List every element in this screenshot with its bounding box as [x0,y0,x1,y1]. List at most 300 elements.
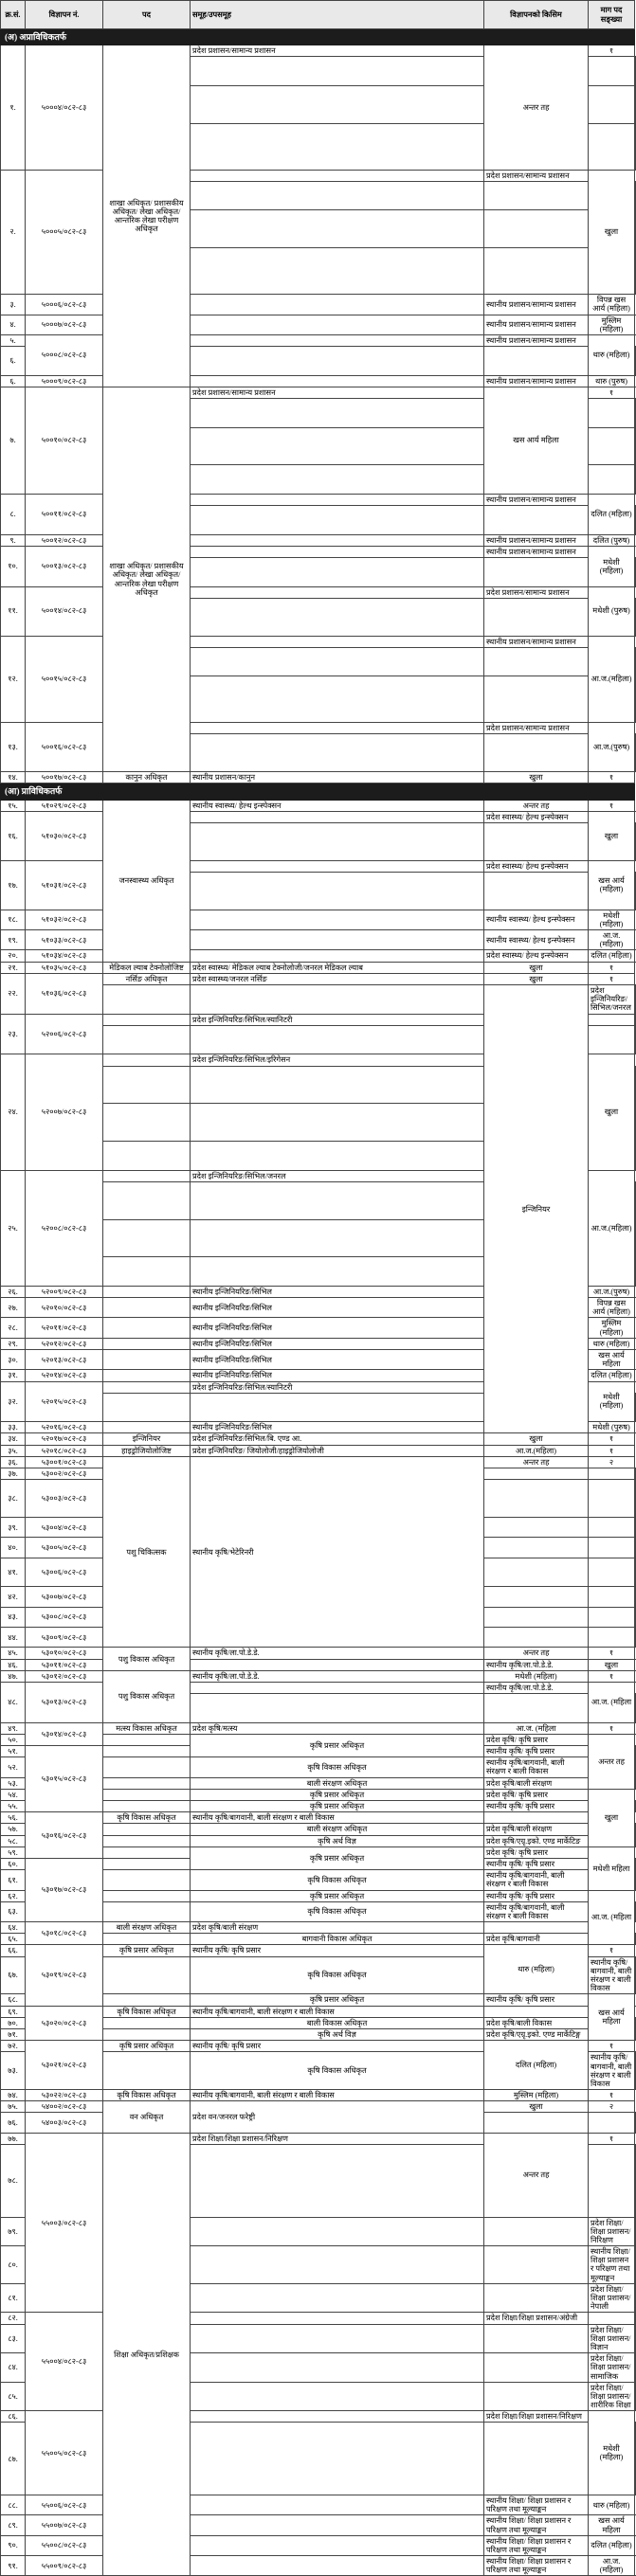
cell-advertisement-no: ५३००६/०८२-८३ [26,1558,103,1587]
cell-advertisement-no: ५३००५/०८२-८३ [26,1538,103,1558]
cell-advertisement-no [103,2028,191,2040]
cell-advertisement-no: ५००१७/०८२-८३ [26,772,103,784]
cell-advertisement-type: मुस्लिम (महिला) [484,2090,589,2101]
cell-group-subgroup: प्रदेश शिक्षा/शिक्षा प्रशासन/निरिक्षण [484,2411,589,2423]
cell-post: पशु चिकित्सक [103,1456,191,1648]
cell-advertisement-no: ५३००३/०८२-८३ [26,1480,103,1518]
cell-serial-number: २९. [1,1338,26,1349]
cell-serial-number: ९०. [1,2535,26,2555]
cell-advertisement-no [191,1104,484,1142]
cell-advertisement-no [589,123,635,170]
cell-serial-number: ८५. [1,2382,26,2411]
cell-post [191,2411,484,2423]
cell-serial-number: २८. [1,1318,26,1338]
cell-group-subgroup: स्थानीय प्रशासन/सामान्य प्रशासन [484,494,589,505]
cell-group-subgroup: स्थानीय प्रशासन/सामान्य प्रशासन [484,534,589,546]
cell-demanded-count: १ [589,800,635,811]
cell-post: इन्जिनियर [103,1433,191,1445]
table-row [1,315,636,334]
cell-advertisement-no: ५३०२२/०८२-८३ [26,2090,103,2101]
cell-advertisement-no [103,1846,191,1858]
cell-serial-number: ५०. [1,1734,26,1745]
table-row [1,170,636,181]
cell-advertisement-type: मधेशी (पुरुष) [589,1422,635,1433]
cell-group-subgroup: स्थानीय प्रशासन/सामान्य प्रशासन [484,636,589,647]
cell-advertisement-type: दलित (पुरुष) [589,534,635,546]
cell-advertisement-no: ५३०१७/०८२-८३ [26,1858,103,1921]
table-row [1,2411,636,2423]
cell-group-subgroup: प्रदेश शिक्षा/शिक्षा प्रशासन/विज्ञान [589,2324,635,2353]
cell-serial-number: ७९. [1,2217,26,2246]
table-row [1,723,636,734]
table-body [1,29,636,2576]
cell-serial-number: ६९. [1,2006,26,2017]
table-row [1,1456,636,1468]
cell-serial-number: २. [1,170,26,294]
cell-advertisement-no [191,2382,484,2411]
cell-serial-number [103,1025,191,1054]
cell-group-subgroup: प्रदेश प्रशासन/सामान्य प्रशासन [191,387,484,398]
cell-serial-number [191,399,484,428]
cell-group-subgroup: स्थानीय प्रशासन/कानुन [191,772,484,784]
cell-serial-number: १०. [1,546,26,586]
cell-serial-number: ४८. [1,1682,26,1722]
cell-group-subgroup: स्थानीय कृषि/ कृषि प्रसार [484,1801,589,1812]
cell-post [191,170,484,181]
cell-advertisement-no [103,2017,191,2028]
cell-group-subgroup: प्रदेश कृषि/एग्रृ.इको. एण्ड मार्केटिङ [484,1835,589,1846]
table-row [1,2313,636,2324]
table-header [1,1,636,29]
cell-post: पशु विकास अधिकृत [103,1670,191,1722]
cell-advertisement-type: विपन्न खस आर्य (महिला) [589,295,635,315]
cell-post: नर्सिङ अधिकृत [103,973,191,984]
cell-serial-number [191,465,484,495]
table-row [1,2535,636,2555]
cell-post [191,1682,484,1693]
cell-advertisement-type: खुला [484,2101,589,2113]
cell-advertisement-no: ५२०१२/०८२-८३ [26,1338,103,1349]
table-row [1,2101,636,2113]
cell-post [484,1480,589,1518]
cell-group-subgroup: स्थानीय कृषि/ला.पो.डे.डे. [484,1682,589,1693]
cell-advertisement-no [191,1257,484,1287]
cell-post: जनस्वास्थ्य अधिकृत [103,800,191,962]
table-row [1,375,636,387]
cell-advertisement-no: ५२०१६/०८२-८३ [26,1422,103,1433]
cell-advertisement-type: मधेशी (महिला) [589,546,635,586]
cell-demanded-count: १ [589,1722,635,1734]
table-row [1,1659,636,1670]
cell-group-subgroup: स्थानीय इन्जिनियरिङ/सिभिल [191,1349,484,1369]
cell-serial-number: ७१. [1,2028,26,2040]
cell-advertisement-no [191,1181,484,1219]
cell-group-subgroup: स्थानीय स्वास्थ्य/ हेल्थ इन्स्पेक्सन [484,930,589,950]
cell-advertisement-type: दलित (महिला) [589,494,635,534]
cell-group-subgroup: प्रदेश इन्जिनियरिङ/सिभिल/बि. एण्ड आ. [191,1433,484,1445]
cell-advertisement-type: खुला [484,962,589,973]
table-row [1,962,636,973]
cell-advertisement-no: ५२००९/०८२-८३ [26,1286,103,1297]
cell-advertisement-no [103,1757,191,1777]
section-non-technical [1,29,636,45]
cell-serial-number: ८७. [1,2423,26,2495]
cell-group-subgroup: प्रदेश कृषि/बागवानी [484,1934,589,1945]
cell-advertisement-no: ५१०३६/०८२-८३ [26,973,103,1014]
cell-post: बाली विकास अधिकृत [191,2017,484,2028]
cell-serial-number [103,1393,191,1422]
cell-advertisement-no: ५४००३/०८२-८३ [26,2113,103,2133]
cell-post [484,1558,589,1587]
table-row [1,2090,636,2101]
cell-advertisement-type [484,1922,589,1934]
cell-advertisement-no [484,734,589,772]
cell-post [191,375,484,387]
cell-group-subgroup: स्थानीय कृषि/ला.पो.डे.डे. [191,1648,484,1659]
cell-group-subgroup: प्रदेश शिक्षा/शिक्षा प्रशासन/सामाजिक [589,2353,635,2383]
header-group-subgroup: समूह/उपसमूह [191,1,484,29]
cell-advertisement-no: ५२०१४/०८२-८३ [26,1370,103,1381]
cell-advertisement-no: ५००१३/०८२-८३ [26,546,103,586]
cell-advertisement-type: अन्तर तह [484,1456,589,1468]
cell-serial-number [191,598,484,636]
cell-advertisement-type: खुला [589,811,635,860]
cell-serial-number: ५४. [1,1789,26,1800]
cell-serial-number [103,985,191,1015]
table-row [1,2495,636,2514]
cell-group-subgroup: स्थानीय कृषि/बागवानी, बाली संरक्षण र बाली विकास [484,1901,589,1921]
cell-post [484,1468,589,1480]
cell-group-subgroup [589,1468,635,1480]
cell-serial-number: ५९. [1,1846,26,1858]
cell-post: कृषि प्रसार अधिकृत [191,1890,484,1901]
cell-serial-number [191,647,484,676]
cell-post [191,2313,484,2324]
cell-advertisement-no: ५२०१५/०८२-८३ [26,1381,103,1422]
cell-advertisement-type [484,1812,589,1824]
cell-demanded-count: १ [589,1648,635,1659]
cell-group-subgroup: स्थानीय प्रशासन/सामान्य प्रशासन [484,295,589,315]
cell-serial-number: २५. [1,1170,26,1286]
cell-group-subgroup: स्थानीय प्रशासन/सामान्य प्रशासन [484,546,589,557]
cell-serial-number: ६६. [1,1945,26,1956]
cell-advertisement-no [103,1801,191,1812]
cell-post: मेडिकल ल्याब टेक्नोलोजिष्ट [103,962,191,973]
cell-advertisement-no [484,598,589,636]
cell-advertisement-type: आ.ज. (महिला) [589,2556,635,2576]
cell-post [191,494,484,505]
cell-serial-number: १८. [1,910,26,929]
cell-serial-number: ९. [1,534,26,546]
cell-post [484,347,589,376]
cell-demanded-count: २ [589,2101,635,2113]
cell-demanded-count: १ [589,1670,635,1682]
cell-post: बाली संरक्षण अधिकृत [191,1777,484,1789]
cell-advertisement-no [191,1066,484,1104]
table-row [1,910,636,929]
cell-post: कृषि विकास अधिकृत [191,1956,484,1994]
cell-advertisement-type: खुला [484,772,589,784]
cell-advertisement-no: ५३०१५/०८२-८३ [26,1746,103,1812]
cell-serial-number: ३५. [1,1445,26,1456]
cell-group-subgroup: स्थानीय शिक्षा/ शिक्षा प्रशासन र परिक्षण तथा मूल्याङ्कन [484,2556,589,2576]
cell-post [484,1607,589,1627]
cell-post [484,2423,589,2495]
cell-post [191,315,484,334]
cell-advertisement-no [191,985,484,1015]
cell-post: कृषि विकास अधिकृत [191,1870,484,1890]
cell-serial-number: ७७. [1,2133,26,2144]
cell-serial-number: ४२. [1,1587,26,1607]
cell-post: कृषि विकास अधिकृत [103,2006,191,2017]
cell-group-subgroup: स्थानीय शिक्षा/ शिक्षा प्रशासन र परिक्षण तथा मूल्याङ्कन [589,2246,635,2284]
cell-group-subgroup: स्थानीय इन्जिनियरिङ/सिभिल [191,1338,484,1349]
cell-post: कृषि विकास अधिकृत [191,1757,484,1777]
cell-post: शाखा अधिकृत/ प्रशासकीय अधिकृत/ लेखा अधिकृत/आन्तरिक लेखा परीक्षण अधिकृत [103,45,191,387]
cell-group-subgroup: स्थानीय इन्जिनियरिङ/सिभिल [191,1370,484,1381]
cell-advertisement-no: ५०००७/०८२-८३ [26,315,103,334]
cell-serial-number: ४३. [1,1607,26,1627]
cell-serial-number: ६५. [1,1934,26,1945]
cell-advertisement-no [191,2283,484,2313]
cell-advertisement-type: खस आर्य (महिला) [589,860,635,910]
cell-post [191,2495,484,2514]
cell-post [191,1659,484,1670]
cell-serial-number: १७. [1,860,26,910]
cell-serial-number [191,248,484,295]
cell-serial-number [191,506,484,535]
cell-post: कृषि प्रसार अधिकृत [191,1846,484,1869]
cell-group-subgroup: स्थानीय प्रशासन/सामान्य प्रशासन [484,375,589,387]
cell-advertisement-no [103,1824,191,1835]
cell-serial-number: ६१. [1,1870,26,1890]
cell-post [191,2556,484,2576]
cell-serial-number: ८४. [1,2353,26,2383]
cell-post [103,1318,191,1338]
cell-serial-number: ७८. [1,2145,26,2218]
cell-serial-number: १३. [1,723,26,772]
cell-post [484,1628,589,1648]
cell-serial-number: ६२. [1,1890,26,1901]
cell-advertisement-type: आ.ज.(महिला) [484,1445,589,1456]
cell-group-subgroup: प्रदेश इन्जिनियरिङ/सिभिल/जनरल [589,985,635,1015]
cell-post [589,2145,635,2218]
cell-serial-number [191,676,484,723]
cell-advertisement-no [103,1870,191,1890]
cell-group-subgroup: स्थानीय कृषि/बागवानी, बाली संरक्षण र बाली विकास [589,1956,635,1994]
cell-advertisement-no: ५५००७/०८२-८३ [26,2515,103,2535]
cell-post: बागवानी विकास अधिकृत [191,1934,484,1945]
cell-post: पशु विकास अधिकृत [103,1648,191,1670]
cell-advertisement-no [484,823,589,861]
cell-group-subgroup: स्थानीय प्रशासन/सामान्य प्रशासन [484,334,589,346]
cell-advertisement-no [484,558,589,587]
cell-advertisement-type: दलित (महिला) [589,2535,635,2555]
cell-group-subgroup: प्रदेश कृषि/बाली संरक्षण [484,1824,589,1835]
cell-advertisement-no [103,1934,191,1945]
cell-serial-number: २३. [1,1014,26,1054]
cell-post [103,1349,191,1369]
cell-group-subgroup: स्थानीय इन्जिनियरिङ/सिभिल [191,1286,484,1297]
cell-advertisement-no: ५५००३/०८२-८३ [26,2133,103,2313]
table-row [1,1648,636,1659]
cell-post [103,1286,191,1297]
cell-group-subgroup: प्रदेश इन्जिनियरिङ/ जियोलोजी/हाइड्रोजियोलोजी [191,1445,484,1456]
cell-post [103,1858,191,1869]
cell-advertisement-type: खस आर्य महिला [589,2515,635,2535]
cell-post [191,334,484,346]
cell-serial-number [191,57,484,86]
cell-advertisement-type: आ.ज. (महिला [589,1890,635,1945]
cell-post [484,2353,589,2383]
cell-advertisement-no: ५२०१३/०८२-८३ [26,1349,103,1369]
cell-advertisement-no [191,2145,484,2218]
cell-group-subgroup: प्रदेश इन्जिनियरिङ/सिभिल/जनरल [191,1170,484,1181]
cell-post: कृषि प्रसार अधिकृत [191,1789,484,1800]
cell-group-subgroup: प्रदेश प्रशासन/सामान्य प्रशासन [484,723,589,734]
cell-advertisement-type: मुस्लिम (महिला) [589,315,635,334]
cell-serial-number [191,181,484,210]
cell-serial-number: २१. [1,962,26,973]
cell-advertisement-no [589,86,635,124]
cell-group-subgroup [589,2113,635,2133]
cell-post: बाली संरक्षण अधिकृत [191,1824,484,1835]
cell-serial-number: ५५. [1,1801,26,1812]
table-row [1,334,636,346]
cell-demanded-count: १ [589,387,635,398]
cell-serial-number [191,823,484,861]
cell-serial-number: २६. [1,1286,26,1297]
cell-post [484,1517,589,1537]
cell-serial-number: ८६. [1,2411,26,2423]
cell-post: कृषि विकास अधिकृत [103,2090,191,2101]
cell-serial-number [103,1219,191,1257]
cell-group-subgroup: स्थानीय इन्जिनियरिङ/सिभिल [191,1298,484,1318]
cell-group-subgroup: स्थानीय कृषि/बागवानी, बाली संरक्षण र बाली विकास [484,1757,589,1777]
cell-group-subgroup: स्थानीय कृषि/बागवानी, बाली संरक्षण र बाली विकास [191,2006,484,2017]
cell-advertisement-no: ५००१२/०८२-८३ [26,534,103,546]
table-row [1,2133,636,2144]
cell-group-subgroup: स्थानीय कृषि/ कृषि प्रसार [484,1994,589,2006]
cell-group-subgroup: प्रदेश कृषि/बाली संरक्षण [191,1922,484,1934]
table-row [1,800,636,811]
cell-serial-number: ५१. [1,1746,26,1757]
cell-advertisement-no: ५३००१/०८२-८३ [26,1456,103,1468]
cell-group-subgroup: स्थानीय कृषि/बागवानी, बाली संरक्षण र बाली विकास [191,2090,484,2101]
section-non-technical-label: (अ) अप्राविधिकतर्फ [1,29,635,45]
cell-serial-number: २०. [1,950,26,962]
cell-advertisement-type [484,2006,589,2017]
cell-serial-number: ३९. [1,1517,26,1537]
cell-advertisement-type: आ.ज. (महिला) [589,930,635,950]
cell-post [191,586,484,598]
cell-serial-number: ६३. [1,1901,26,1921]
cell-post: हाइड्रोजियोलोजिष्ट [103,1445,191,1456]
cell-advertisement-type: मधेशी महिला [589,1846,635,1890]
cell-group-subgroup [589,1517,635,1537]
cell-advertisement-no [191,2246,484,2284]
cell-advertisement-type: दलित (महिला) [589,1370,635,1381]
cell-group-subgroup: प्रदेश स्वास्थ्य/ हेल्थ इन्स्पेक्सन [484,811,589,822]
cell-demanded-count: १ [589,1945,635,1956]
cell-serial-number: ५८. [1,1835,26,1846]
cell-serial-number: २४. [1,1054,26,1170]
cell-advertisement-no: ५२००७/०८२-८३ [26,1054,103,1170]
cell-demanded-count: १ [589,2090,635,2101]
cell-advertisement-no: ५३०१९/०८२-८३ [26,1945,103,2006]
table-row [1,1433,636,1445]
cell-group-subgroup: स्थानीय प्रशासन/सामान्य प्रशासन [484,315,589,334]
cell-serial-number: २२. [1,973,26,1014]
cell-post [484,2246,589,2284]
cell-post [191,860,484,872]
cell-advertisement-no [191,1219,484,1257]
cell-advertisement-type: आ.ज. (महिला [589,1682,635,1722]
cell-advertisement-no: ५३०११/०८२-८३ [26,1659,103,1670]
cell-serial-number [191,734,484,772]
cell-advertisement-no [191,1025,484,1054]
cell-post [484,1587,589,1607]
table-row [1,860,636,872]
cell-demanded-count: १ [589,1433,635,1445]
cell-post [191,910,484,929]
cell-serial-number: ४६. [1,1659,26,1670]
cell-advertisement-no: ५३०१३/०८२-८३ [26,1682,103,1722]
cell-advertisement-no: ५१०२९/०८२-८३ [26,800,103,811]
header-serial-number: क्र.सं. [1,1,26,29]
cell-post: कृषि प्रसार अधिकृत [191,1734,484,1756]
cell-advertisement-no: ५००१०/०८२-८३ [26,387,103,494]
cell-demanded-count: १ [589,973,635,984]
cell-advertisement-no [484,248,589,295]
cell-serial-number: ९१. [1,2556,26,2576]
cell-serial-number: ३८. [1,1480,26,1518]
cell-advertisement-no [589,399,635,428]
cell-group-subgroup: प्रदेश प्रशासन/सामान्य प्रशासन [484,586,589,598]
cell-serial-number [191,872,484,910]
cell-advertisement-no [103,1901,191,1921]
cell-post: कृषि अर्थ विज्ञ [191,2028,484,2040]
cell-advertisement-no: ५५००४/०८२-८३ [26,2313,103,2411]
cell-group-subgroup: प्रदेश स्वास्थ्य/जनरल नर्सिङ [191,973,484,984]
cell-advertisement-no: ५३०१०/०८२-८३ [26,1648,103,1659]
cell-serial-number: ६०. [1,1858,26,1869]
cell-serial-number [103,1104,191,1142]
cell-advertisement-type: खुला [589,1054,635,1170]
cell-advertisement-type: अन्तर तह [484,45,589,170]
cell-post [103,1054,191,1066]
cell-post [103,1170,191,1181]
table-row [1,546,636,557]
cell-advertisement-type: अन्तर तह [589,1734,635,1789]
cell-group-subgroup: स्थानीय शिक्षा/ शिक्षा प्रशासन र परिक्षण तथा मूल्याङ्कन [484,2515,589,2535]
cell-group-subgroup [589,1587,635,1607]
cell-group-subgroup: स्थानीय इन्जिनियरिङ/सिभिल [191,1318,484,1338]
cell-advertisement-no [484,210,589,248]
cell-serial-number: ४१. [1,1558,26,1587]
cell-post: मत्स्य विकास अधिकृत [103,1722,191,1734]
cell-advertisement-no: ५३०१४/०८२-८३ [26,1722,103,1745]
cell-group-subgroup [589,1480,635,1518]
cell-advertisement-no [103,1835,191,1846]
cell-advertisement-no [103,1789,191,1800]
cell-post: शिक्षा अधिकृत/प्रशिक्षक [103,2133,191,2576]
cell-serial-number [191,123,484,170]
cell-advertisement-type: मधेशी (महिला) [589,2411,635,2495]
cell-serial-number: ३२. [1,1381,26,1422]
cell-advertisement-no [484,676,589,723]
cell-serial-number: ३६. [1,1456,26,1468]
